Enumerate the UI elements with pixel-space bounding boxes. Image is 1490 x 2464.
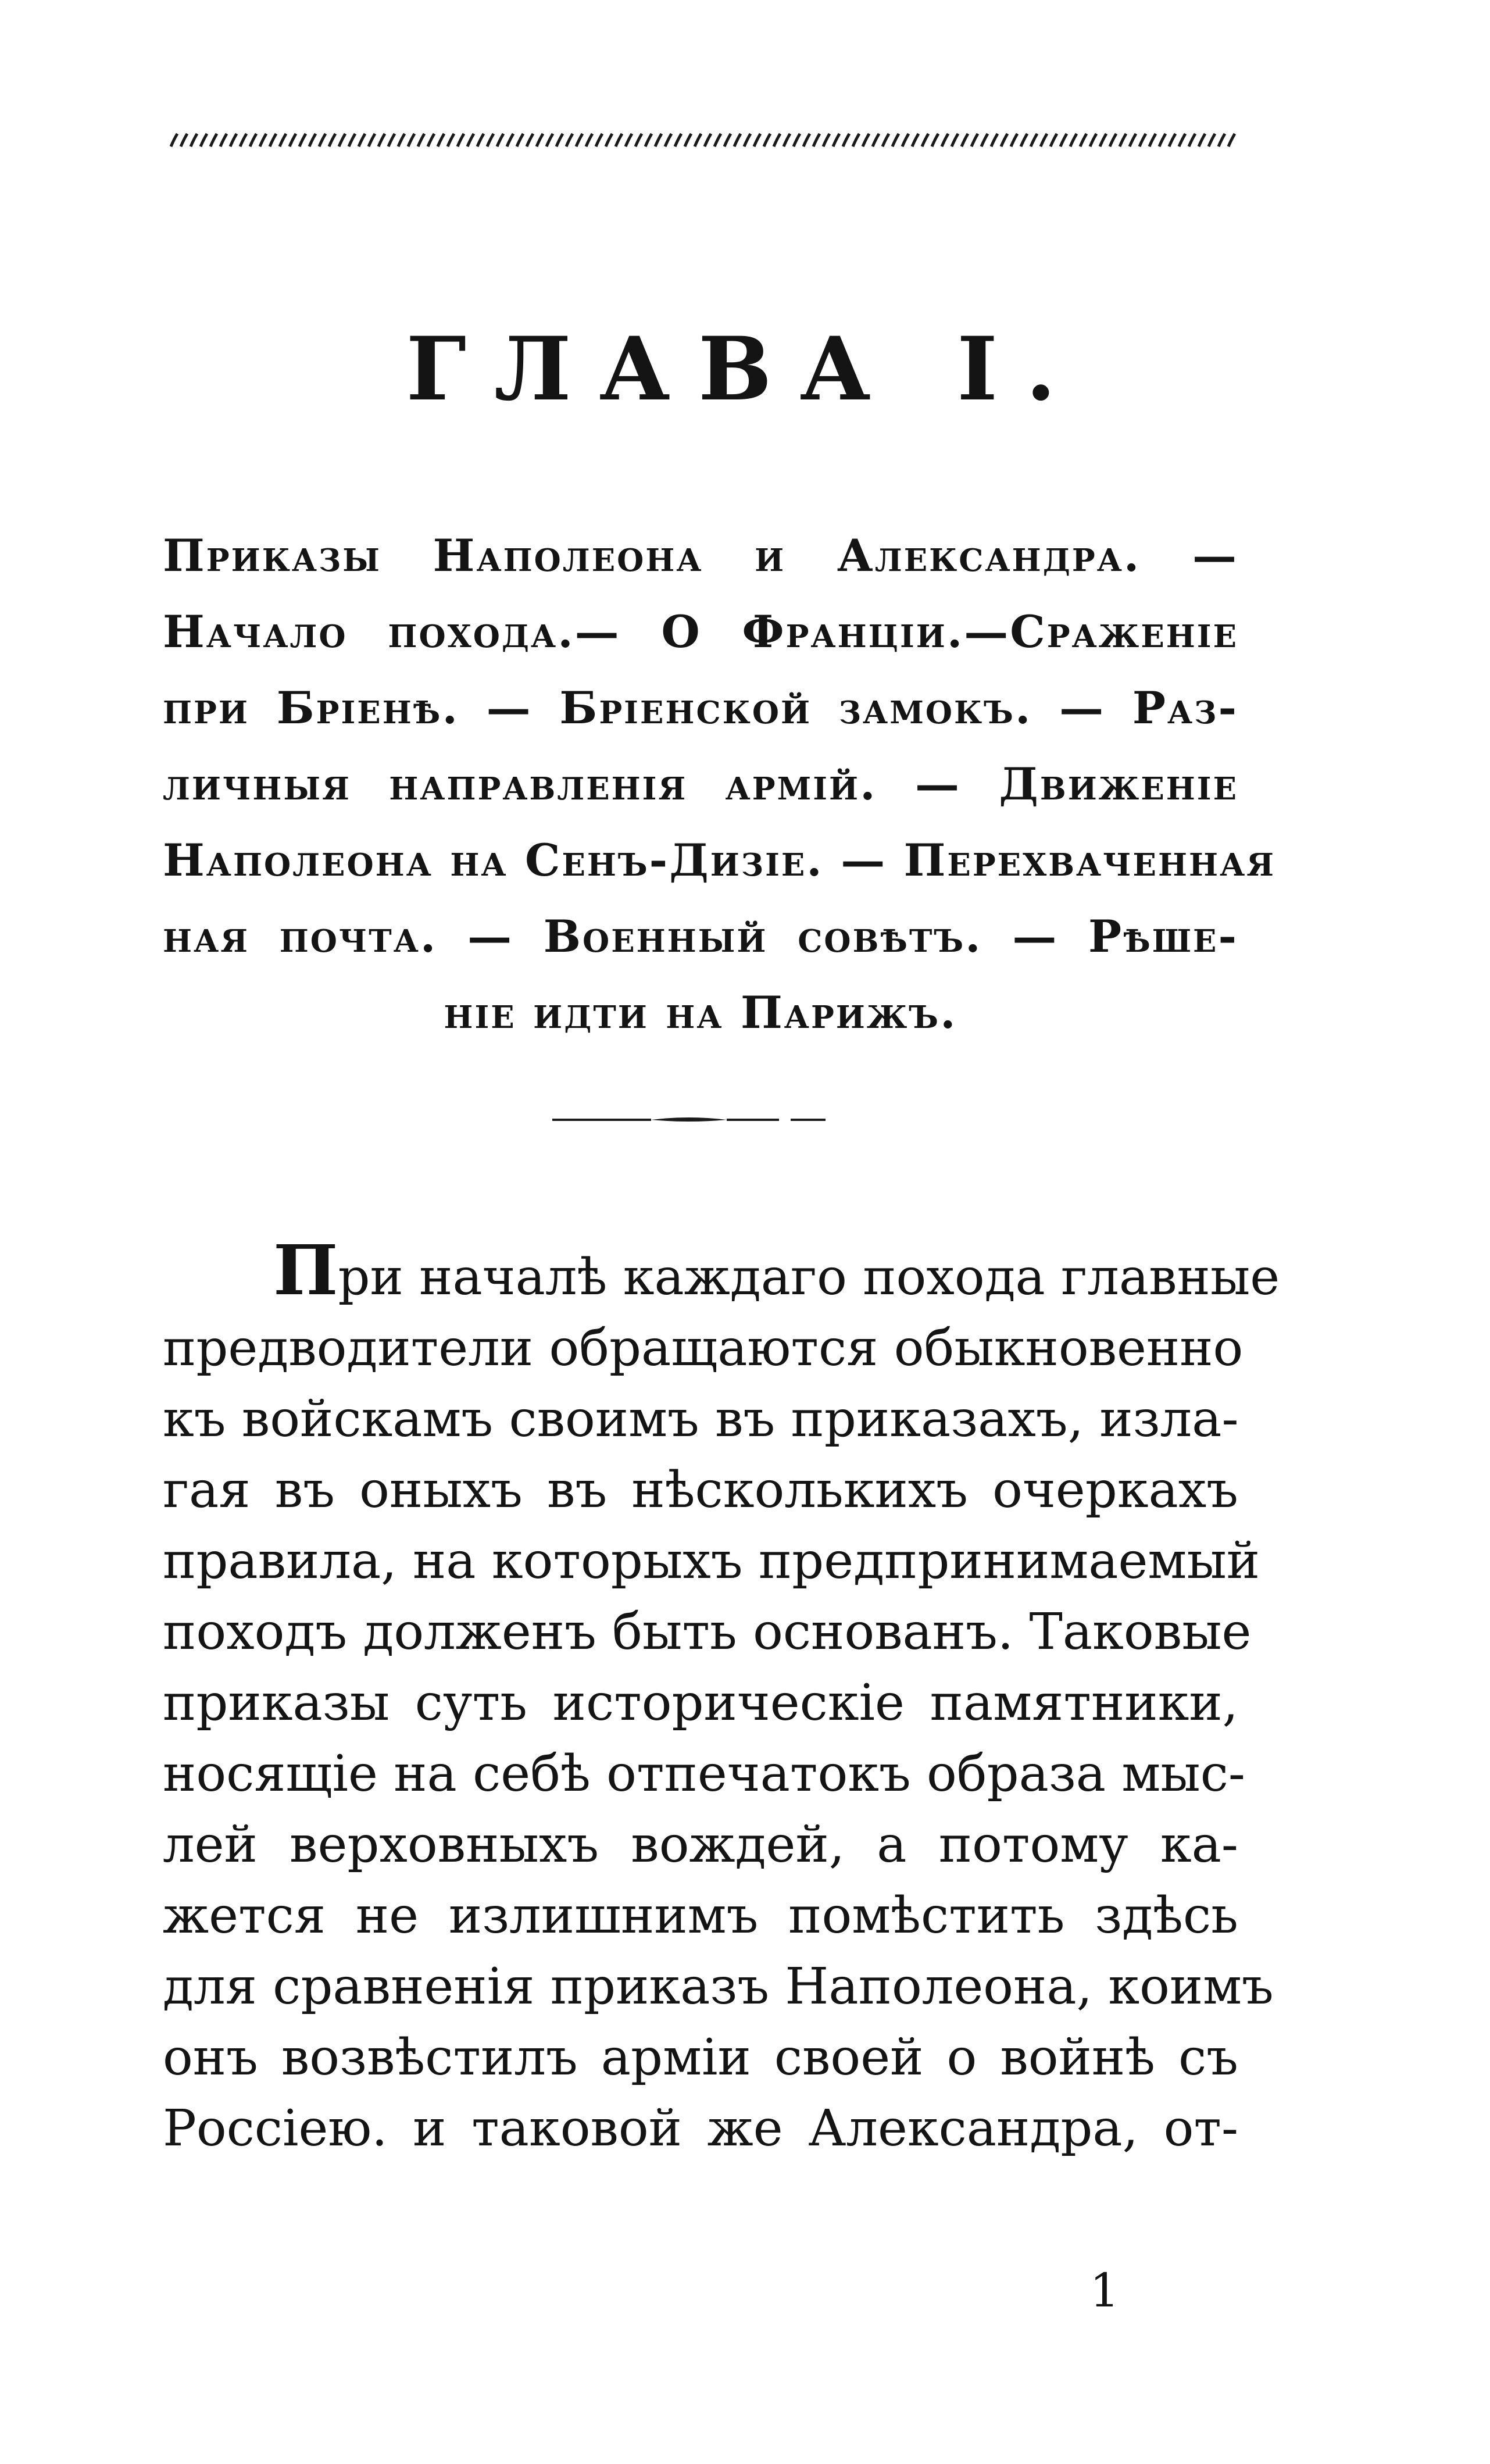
- body-line: гая въ оныхъ въ нѣсколькихъ очеркахъ: [163, 1461, 1238, 1519]
- page-number: 1: [1089, 2263, 1120, 2317]
- summary-line: ніе идти на Парижъ.: [444, 987, 957, 1038]
- body-line: къ войскамъ своимъ въ приказахъ, изла-: [163, 1390, 1239, 1448]
- chapter-summary: [163, 517, 1276, 1051]
- section-divider: [552, 1110, 826, 1128]
- summary-line: Приказы Наполеона и Александра. —: [163, 530, 1238, 581]
- body-line: для сравненія приказъ Наполеона, коимъ: [163, 1958, 1274, 2016]
- body-line: [163, 1230, 1280, 1313]
- body-line: предводители обращаются обыкновенно: [163, 1319, 1244, 1377]
- body-line: Россіею. и таковой же Александра, от-: [163, 2099, 1238, 2158]
- summary-line: при Бріенѣ. — Бріенской замокъ. — Раз-: [163, 682, 1238, 734]
- summary-line: личныя направленія армій. — Движеніе: [163, 758, 1238, 810]
- body-line: приказы суть историческіе памятники,: [163, 1674, 1238, 1732]
- body-line: лей верховныхъ вождей, а потому ка-: [163, 1816, 1238, 1874]
- body-line: онъ возвѣстилъ арміи своей о войнѣ съ: [163, 2029, 1238, 2087]
- ornamental-rule: [169, 129, 1238, 152]
- body-line: носящіе на себѣ отпечатокъ образа мыс-: [163, 1745, 1245, 1803]
- drop-cap: П: [273, 1230, 338, 1310]
- body-line: походъ долженъ быть основанъ. Таковые: [163, 1603, 1252, 1661]
- body-paragraph: [163, 1230, 1280, 2164]
- chapter-title: ГЛАВА I.: [406, 318, 1084, 420]
- body-line: правила, на которыхъ предпринимаемый: [163, 1532, 1260, 1590]
- body-line: жется не излишнимъ помѣстить здѣсь: [163, 1887, 1238, 1945]
- summary-line: ная почта. — Военный совѣтъ. — Рѣше-: [163, 910, 1238, 962]
- summary-line: Наполеона на Сенъ-Дизіе. — Перехваченная: [163, 834, 1276, 886]
- summary-line: Начало похода.— О Франціи.—Сраженіе: [163, 606, 1238, 658]
- body-line-text: ри началѣ каждаго похода главные: [338, 1248, 1280, 1306]
